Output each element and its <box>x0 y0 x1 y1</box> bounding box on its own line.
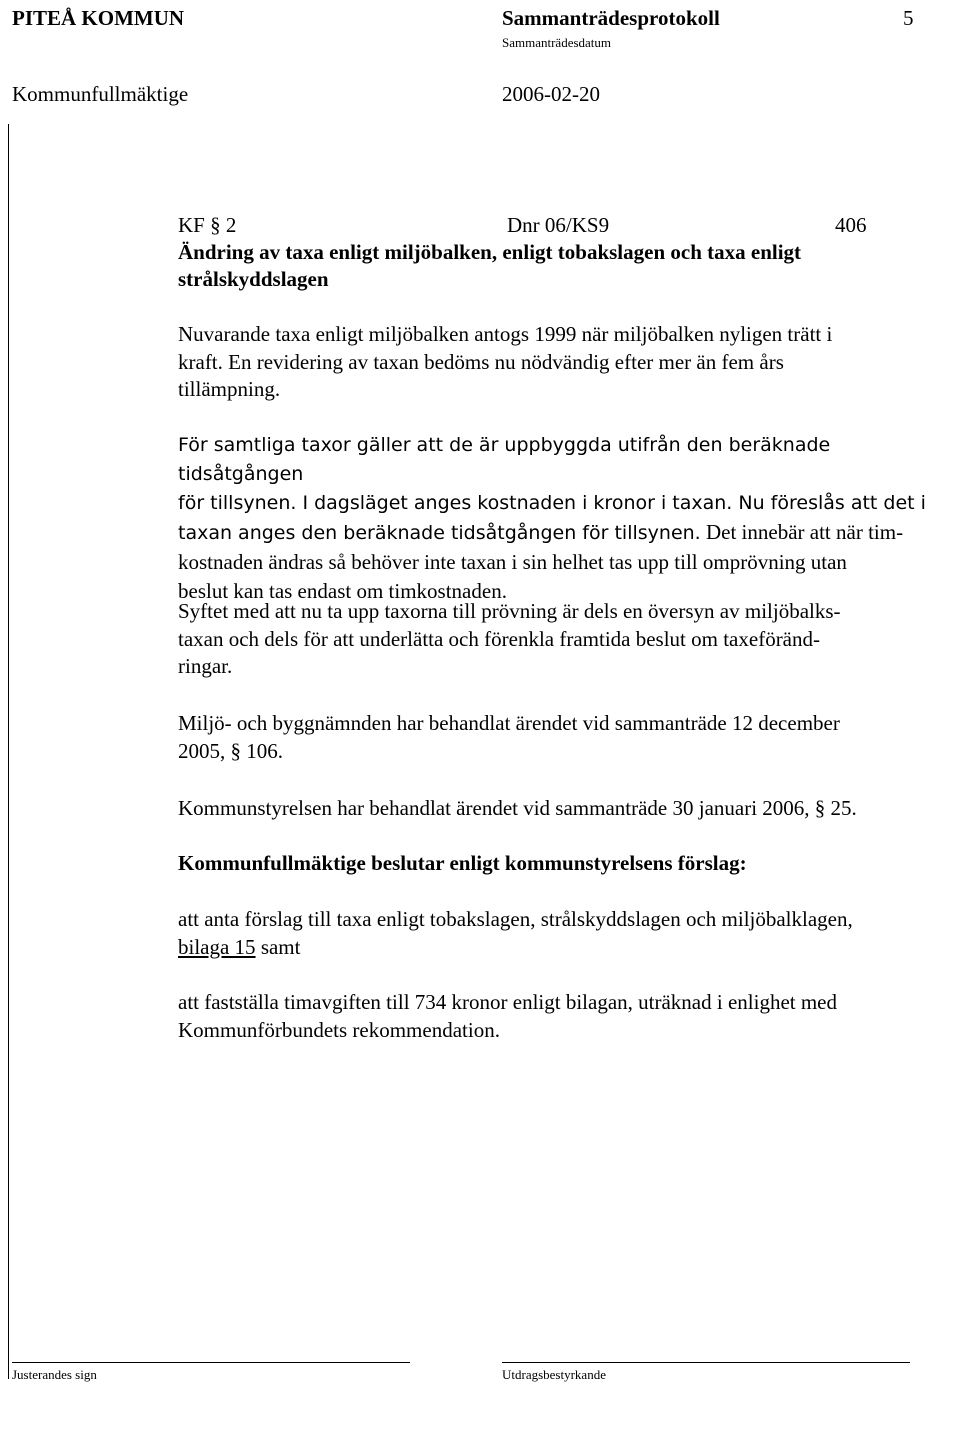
paragraph-tariff-basis <box>178 431 960 606</box>
text-line: kraft. En revidering av taxan bedöms nu nödvändig efter mer än fem års <box>178 349 784 374</box>
text-line: taxan och dels för att underlätta och förenkla framtida beslut om taxeföränd- <box>178 626 820 651</box>
text-line: att fastställa timavgiften till 734 kronor enligt bilagan, uträknad i enlighet med <box>178 990 837 1014</box>
governing-body: Kommunfullmäktige <box>12 82 189 106</box>
footer-rule-right <box>502 1362 910 1363</box>
text-line: För samtliga taxor gäller att de är uppbyggda utifrån den beräknade tidsåtgången <box>178 434 831 485</box>
text-line: beslut kan tas endast om timkostnaden. <box>178 579 507 603</box>
text-line: Syftet med att nu ta upp taxorna till prövning är dels en översyn av miljöbalks- <box>178 599 841 623</box>
paragraph-background <box>178 321 960 404</box>
text-segment: taxan anges den beräknade tidsåtgången för tillsynen. <box>178 522 701 544</box>
text-line: Kommunstyrelsen har behandlat ärendet vid sammanträde 30 januari 2006, § 25. <box>178 796 857 820</box>
paragraph-committee <box>178 710 960 765</box>
date-label: Sammanträdesdatum <box>502 35 612 50</box>
text-line <box>178 518 960 548</box>
organization-name: PITEÅ KOMMUN <box>12 6 185 30</box>
document-type: Sammanträdesprotokoll <box>502 6 720 30</box>
text-line <box>178 934 960 962</box>
case-paragraph: KF § 2 <box>178 213 237 237</box>
paragraph-executive-board <box>178 795 960 823</box>
text-line: kostnaden ändras så behöver inte taxan i sin helhet tas upp till omprövning utan <box>178 550 847 574</box>
text-line: för tillsynen. I dagsläget anges kostnaden i kronor i taxan. Nu föreslås att det i <box>178 492 926 514</box>
case-code: 406 <box>835 213 867 237</box>
footer-rule-left <box>12 1362 410 1363</box>
footer-sign-label: Justerandes sign <box>12 1367 97 1382</box>
case-title-line: strålskyddslagen <box>178 267 329 291</box>
page-number: 5 <box>903 6 914 30</box>
footer-extract-label: Utdragsbestyrkande <box>502 1367 606 1382</box>
text-line: Kommunförbundets rekommendation. <box>178 1017 500 1042</box>
text-line: ringar. <box>178 654 233 678</box>
text-line: att anta förslag till taxa enligt tobakslagen, strålskyddslagen och miljöbalklagen, <box>178 907 853 931</box>
diary-number: Dnr 06/KS9 <box>507 213 610 237</box>
case-title-line: Ändring av taxa enligt miljöbalken, enligt tobakslagen och taxa enligt <box>178 240 802 264</box>
text-segment: samt <box>255 934 301 959</box>
decision-item-2 <box>178 989 960 1044</box>
meeting-date: 2006-02-20 <box>502 82 600 106</box>
paragraph-purpose <box>178 598 960 681</box>
decision-item-1 <box>178 906 960 961</box>
margin-line <box>8 124 9 1379</box>
text-line: Nuvarande taxa enligt miljöbalken antogs 1999 när miljöbalken nyligen trätt i <box>178 322 833 346</box>
decision-heading: Kommunfullmäktige beslutar enligt kommunstyrelsens förslag: <box>178 851 747 875</box>
attachment-link[interactable]: bilaga 15 <box>178 934 256 959</box>
text-segment: Det innebär att när tim- <box>700 520 904 544</box>
case-title <box>178 239 948 293</box>
text-line: Miljö- och byggnämnden har behandlat ärendet vid sammanträde 12 december <box>178 711 840 735</box>
text-line: 2005, § 106. <box>178 738 283 763</box>
text-line: tillämpning. <box>178 377 281 401</box>
